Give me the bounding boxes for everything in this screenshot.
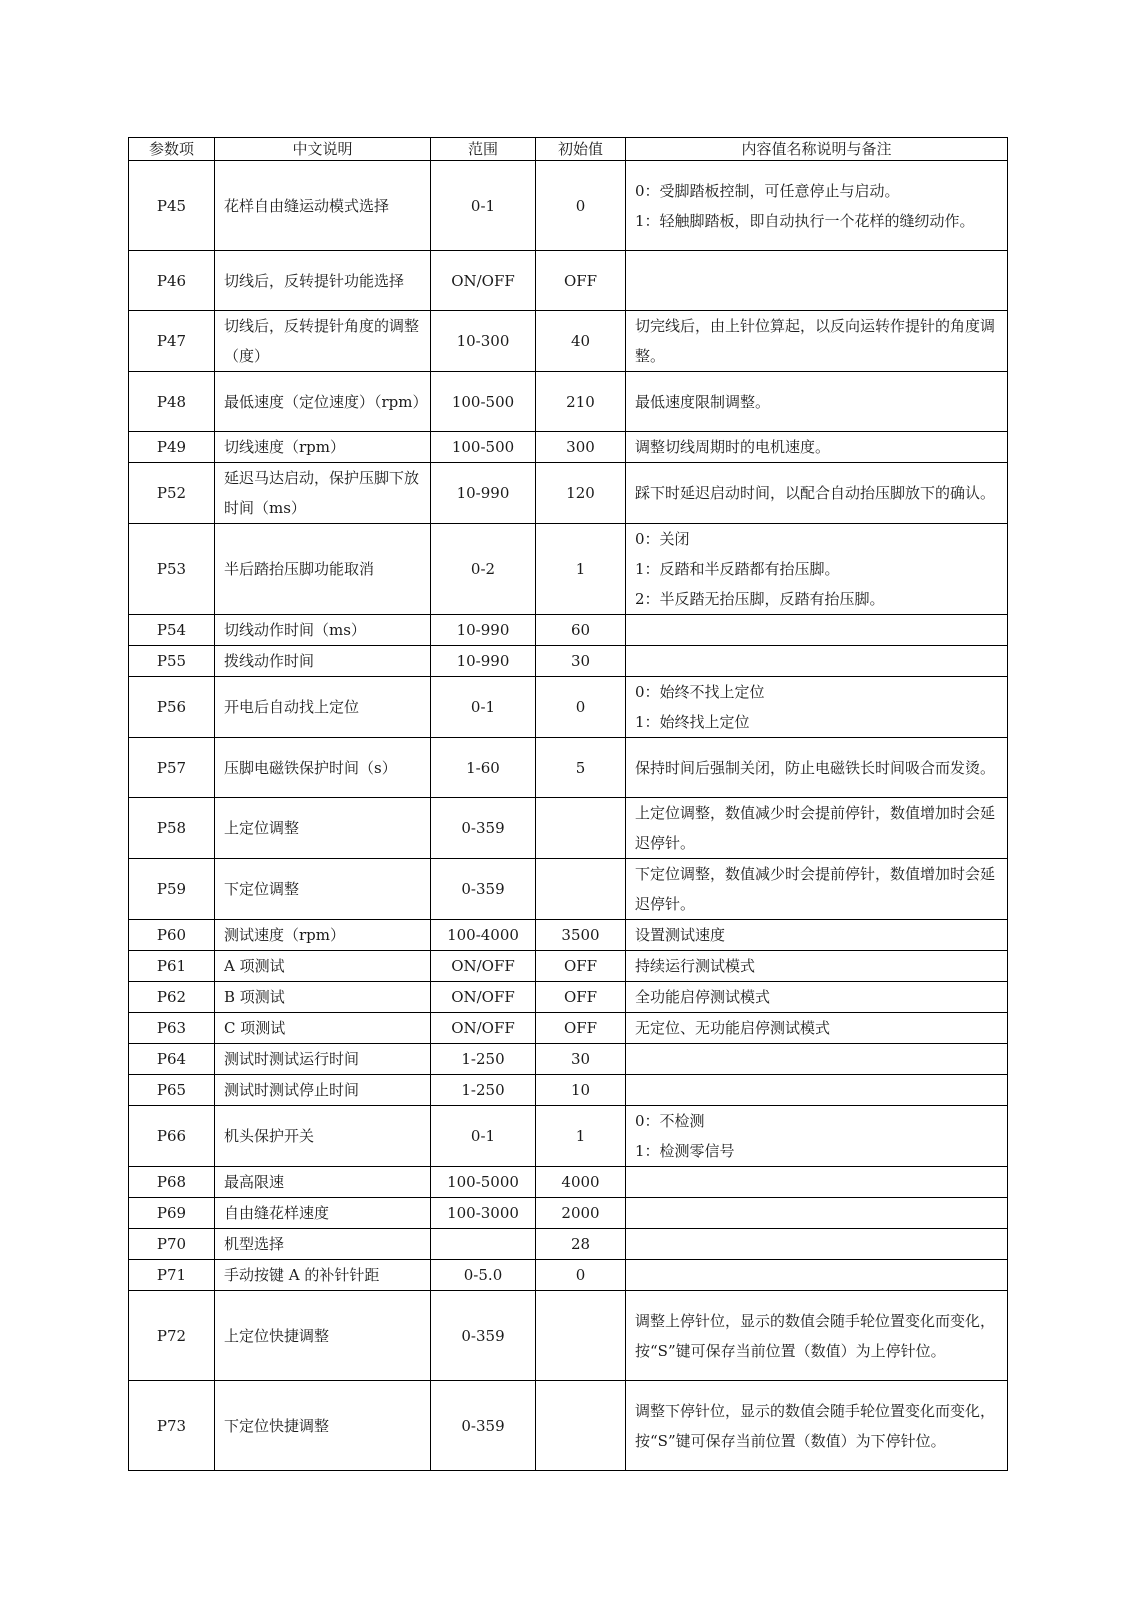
notes-cell bbox=[626, 463, 1008, 524]
initial-value-cell: 5 bbox=[536, 738, 626, 798]
initial-value-cell: 1 bbox=[536, 1106, 626, 1167]
description-cell: 机头保护开关 bbox=[215, 1106, 431, 1167]
initial-value-cell: 40 bbox=[536, 311, 626, 372]
note-line: 保持时间后强制关闭，防止电磁铁长时间吸合而发烫。 bbox=[635, 758, 996, 777]
initial-value-cell: 60 bbox=[536, 615, 626, 646]
range-cell: 10-300 bbox=[431, 311, 536, 372]
range-cell: 0-2 bbox=[431, 524, 536, 615]
description-cell: 最低速度（定位速度）（rpm） bbox=[215, 372, 431, 432]
param-code-cell: P49 bbox=[129, 432, 215, 463]
table-row bbox=[129, 372, 1008, 432]
range-cell: 0-5.0 bbox=[431, 1260, 536, 1291]
table-row bbox=[129, 677, 1008, 738]
param-code-cell: P70 bbox=[129, 1229, 215, 1260]
initial-value-cell: 120 bbox=[536, 463, 626, 524]
range-cell: 0-1 bbox=[431, 161, 536, 251]
param-code-cell: P68 bbox=[129, 1167, 215, 1198]
description-cell: 下定位调整 bbox=[215, 859, 431, 920]
range-cell: 0-1 bbox=[431, 1106, 536, 1167]
description-cell: 下定位快捷调整 bbox=[215, 1381, 431, 1471]
header-notes: 内容值名称说明与备注 bbox=[626, 138, 1008, 161]
description-cell: 上定位快捷调整 bbox=[215, 1291, 431, 1381]
description-cell: 花样自由缝运动模式选择 bbox=[215, 161, 431, 251]
notes-cell bbox=[626, 1198, 1008, 1229]
initial-value-cell bbox=[536, 798, 626, 859]
note-line: 1：反踏和半反踏都有抬压脚。 bbox=[635, 560, 840, 578]
range-cell: ON/OFF bbox=[431, 982, 536, 1013]
param-code-cell: P59 bbox=[129, 859, 215, 920]
table-row bbox=[129, 920, 1008, 951]
param-code-cell: P69 bbox=[129, 1198, 215, 1229]
initial-value-cell: 0 bbox=[536, 677, 626, 738]
header-param-code: 参数项 bbox=[129, 138, 215, 161]
description-cell: 延迟马达启动，保护压脚下放时间（ms） bbox=[215, 463, 431, 524]
range-cell: 1-250 bbox=[431, 1075, 536, 1106]
description-cell: B 项测试 bbox=[215, 982, 431, 1013]
initial-value-cell: OFF bbox=[536, 951, 626, 982]
param-code-cell: P60 bbox=[129, 920, 215, 951]
param-code-cell: P56 bbox=[129, 677, 215, 738]
initial-value-cell: 2000 bbox=[536, 1198, 626, 1229]
table-row bbox=[129, 463, 1008, 524]
note-line: 持续运行测试模式 bbox=[635, 957, 756, 975]
table-row bbox=[129, 1198, 1008, 1229]
description-cell: 切线速度（rpm） bbox=[215, 432, 431, 463]
note-line: 上定位调整，数值减少时会提前停针，数值增加时会延迟停针。 bbox=[635, 804, 996, 852]
range-cell: 100-4000 bbox=[431, 920, 536, 951]
range-cell: 100-3000 bbox=[431, 1198, 536, 1229]
param-code-cell: P47 bbox=[129, 311, 215, 372]
description-cell: 切线后，反转提针角度的调整（度） bbox=[215, 311, 431, 372]
table-row bbox=[129, 615, 1008, 646]
range-cell: ON/OFF bbox=[431, 251, 536, 311]
param-code-cell: P58 bbox=[129, 798, 215, 859]
notes-cell bbox=[626, 161, 1008, 251]
notes-cell bbox=[626, 920, 1008, 951]
note-line: 0：受脚踏板控制，可任意停止与启动。 bbox=[635, 181, 900, 200]
description-cell: 切线后，反转提针功能选择 bbox=[215, 251, 431, 311]
table-row bbox=[129, 982, 1008, 1013]
table-row bbox=[129, 524, 1008, 615]
range-cell: 100-500 bbox=[431, 432, 536, 463]
description-cell: 压脚电磁铁保护时间（s） bbox=[215, 738, 431, 798]
range-cell: 10-990 bbox=[431, 463, 536, 524]
notes-cell bbox=[626, 646, 1008, 677]
range-cell: 100-5000 bbox=[431, 1167, 536, 1198]
param-code-cell: P64 bbox=[129, 1044, 215, 1075]
table-row bbox=[129, 1044, 1008, 1075]
param-code-cell: P57 bbox=[129, 738, 215, 798]
note-line: 最低速度限制调整。 bbox=[635, 392, 771, 411]
param-code-cell: P62 bbox=[129, 982, 215, 1013]
notes-cell bbox=[626, 524, 1008, 615]
range-cell: 0-359 bbox=[431, 859, 536, 920]
header-description: 中文说明 bbox=[215, 138, 431, 161]
range-cell: ON/OFF bbox=[431, 951, 536, 982]
description-cell: C 项测试 bbox=[215, 1013, 431, 1044]
table-row bbox=[129, 1291, 1008, 1381]
notes-cell bbox=[626, 1167, 1008, 1198]
notes-cell bbox=[626, 615, 1008, 646]
header-initial-value: 初始值 bbox=[536, 138, 626, 161]
notes-cell bbox=[626, 1075, 1008, 1106]
table-row bbox=[129, 951, 1008, 982]
range-cell bbox=[431, 1229, 536, 1260]
initial-value-cell: 10 bbox=[536, 1075, 626, 1106]
table-row bbox=[129, 251, 1008, 311]
note-line: 1：轻触脚踏板，即自动执行一个花样的缝纫动作。 bbox=[635, 211, 975, 230]
description-cell: 半后踏抬压脚功能取消 bbox=[215, 524, 431, 615]
table-row bbox=[129, 798, 1008, 859]
table-row bbox=[129, 311, 1008, 372]
initial-value-cell: OFF bbox=[536, 1013, 626, 1044]
param-code-cell: P63 bbox=[129, 1013, 215, 1044]
note-line: 下定位调整，数值减少时会提前停针，数值增加时会延迟停针。 bbox=[635, 865, 996, 913]
initial-value-cell: 0 bbox=[536, 161, 626, 251]
range-cell: 10-990 bbox=[431, 646, 536, 677]
description-cell: 测试时测试运行时间 bbox=[215, 1044, 431, 1075]
note-line: 0：始终不找上定位 bbox=[635, 683, 765, 701]
description-cell: 自由缝花样速度 bbox=[215, 1198, 431, 1229]
header-range: 范围 bbox=[431, 138, 536, 161]
param-code-cell: P72 bbox=[129, 1291, 215, 1381]
notes-cell bbox=[626, 372, 1008, 432]
description-cell: 开电后自动找上定位 bbox=[215, 677, 431, 738]
description-cell: 切线动作时间（ms） bbox=[215, 615, 431, 646]
param-code-cell: P73 bbox=[129, 1381, 215, 1471]
note-line: 2：半反踏无抬压脚，反踏有抬压脚。 bbox=[635, 590, 885, 608]
parameter-table bbox=[128, 137, 1008, 1471]
notes-cell bbox=[626, 859, 1008, 920]
initial-value-cell: OFF bbox=[536, 251, 626, 311]
notes-cell bbox=[626, 798, 1008, 859]
notes-cell bbox=[626, 251, 1008, 311]
notes-cell bbox=[626, 1106, 1008, 1167]
notes-cell bbox=[626, 1291, 1008, 1381]
initial-value-cell: 30 bbox=[536, 646, 626, 677]
initial-value-cell: 1 bbox=[536, 524, 626, 615]
note-line: 调整上停针位，显示的数值会随手轮位置变化而变化，按“S”键可保存当前位置（数值）为上停针位。 bbox=[635, 1311, 996, 1360]
range-cell: 10-990 bbox=[431, 615, 536, 646]
initial-value-cell: OFF bbox=[536, 982, 626, 1013]
range-cell: ON/OFF bbox=[431, 1013, 536, 1044]
notes-cell bbox=[626, 951, 1008, 982]
note-line: 1：始终找上定位 bbox=[635, 713, 750, 731]
description-cell: 拨线动作时间 bbox=[215, 646, 431, 677]
notes-cell bbox=[626, 1381, 1008, 1471]
notes-cell bbox=[626, 1044, 1008, 1075]
table-row bbox=[129, 738, 1008, 798]
table-row bbox=[129, 1260, 1008, 1291]
notes-cell bbox=[626, 677, 1008, 738]
table-row bbox=[129, 1013, 1008, 1044]
notes-cell bbox=[626, 311, 1008, 372]
note-line: 无定位、无功能启停测试模式 bbox=[635, 1019, 831, 1037]
param-code-cell: P45 bbox=[129, 161, 215, 251]
param-code-cell: P46 bbox=[129, 251, 215, 311]
param-code-cell: P71 bbox=[129, 1260, 215, 1291]
param-code-cell: P65 bbox=[129, 1075, 215, 1106]
param-code-cell: P48 bbox=[129, 372, 215, 432]
initial-value-cell: 28 bbox=[536, 1229, 626, 1260]
notes-cell bbox=[626, 1260, 1008, 1291]
description-cell: 测试时测试停止时间 bbox=[215, 1075, 431, 1106]
table-row bbox=[129, 859, 1008, 920]
description-cell: 最高限速 bbox=[215, 1167, 431, 1198]
table-row bbox=[129, 1381, 1008, 1471]
table-row bbox=[129, 1229, 1008, 1260]
note-line: 设置测试速度 bbox=[635, 926, 726, 944]
note-line: 调整切线周期时的电机速度。 bbox=[635, 438, 831, 456]
note-line: 0：关闭 bbox=[635, 530, 690, 548]
param-code-cell: P52 bbox=[129, 463, 215, 524]
table-row bbox=[129, 1167, 1008, 1198]
range-cell: 1-60 bbox=[431, 738, 536, 798]
range-cell: 100-500 bbox=[431, 372, 536, 432]
initial-value-cell: 4000 bbox=[536, 1167, 626, 1198]
notes-cell bbox=[626, 1013, 1008, 1044]
range-cell: 0-1 bbox=[431, 677, 536, 738]
notes-cell bbox=[626, 432, 1008, 463]
table-row bbox=[129, 646, 1008, 677]
table-row bbox=[129, 161, 1008, 251]
table-row bbox=[129, 1106, 1008, 1167]
table-row bbox=[129, 1075, 1008, 1106]
param-code-cell: P54 bbox=[129, 615, 215, 646]
description-cell: A 项测试 bbox=[215, 951, 431, 982]
initial-value-cell: 30 bbox=[536, 1044, 626, 1075]
description-cell: 机型选择 bbox=[215, 1229, 431, 1260]
range-cell: 1-250 bbox=[431, 1044, 536, 1075]
param-code-cell: P61 bbox=[129, 951, 215, 982]
param-code-cell: P53 bbox=[129, 524, 215, 615]
initial-value-cell bbox=[536, 1381, 626, 1471]
note-line: 调整下停针位，显示的数值会随手轮位置变化而变化，按“S”键可保存当前位置（数值）为下停针位。 bbox=[635, 1401, 996, 1450]
description-cell: 测试速度（rpm） bbox=[215, 920, 431, 951]
initial-value-cell: 3500 bbox=[536, 920, 626, 951]
initial-value-cell bbox=[536, 859, 626, 920]
table-header-row bbox=[129, 138, 1008, 161]
notes-cell bbox=[626, 1229, 1008, 1260]
param-code-cell: P55 bbox=[129, 646, 215, 677]
notes-cell bbox=[626, 982, 1008, 1013]
note-line: 0：不检测 bbox=[635, 1112, 705, 1130]
initial-value-cell bbox=[536, 1291, 626, 1381]
initial-value-cell: 210 bbox=[536, 372, 626, 432]
note-line: 切完线后，由上针位算起，以反向运转作提针的角度调整。 bbox=[635, 317, 996, 365]
table-row bbox=[129, 432, 1008, 463]
notes-cell bbox=[626, 738, 1008, 798]
initial-value-cell: 0 bbox=[536, 1260, 626, 1291]
initial-value-cell: 300 bbox=[536, 432, 626, 463]
note-line: 踩下时延迟启动时间，以配合自动抬压脚放下的确认。 bbox=[635, 484, 996, 502]
range-cell: 0-359 bbox=[431, 1381, 536, 1471]
description-cell: 手动按键 A 的补针针距 bbox=[215, 1260, 431, 1291]
note-line: 1：检测零信号 bbox=[635, 1142, 735, 1160]
note-line: 全功能启停测试模式 bbox=[635, 988, 771, 1006]
param-code-cell: P66 bbox=[129, 1106, 215, 1167]
description-cell: 上定位调整 bbox=[215, 798, 431, 859]
range-cell: 0-359 bbox=[431, 798, 536, 859]
range-cell: 0-359 bbox=[431, 1291, 536, 1381]
